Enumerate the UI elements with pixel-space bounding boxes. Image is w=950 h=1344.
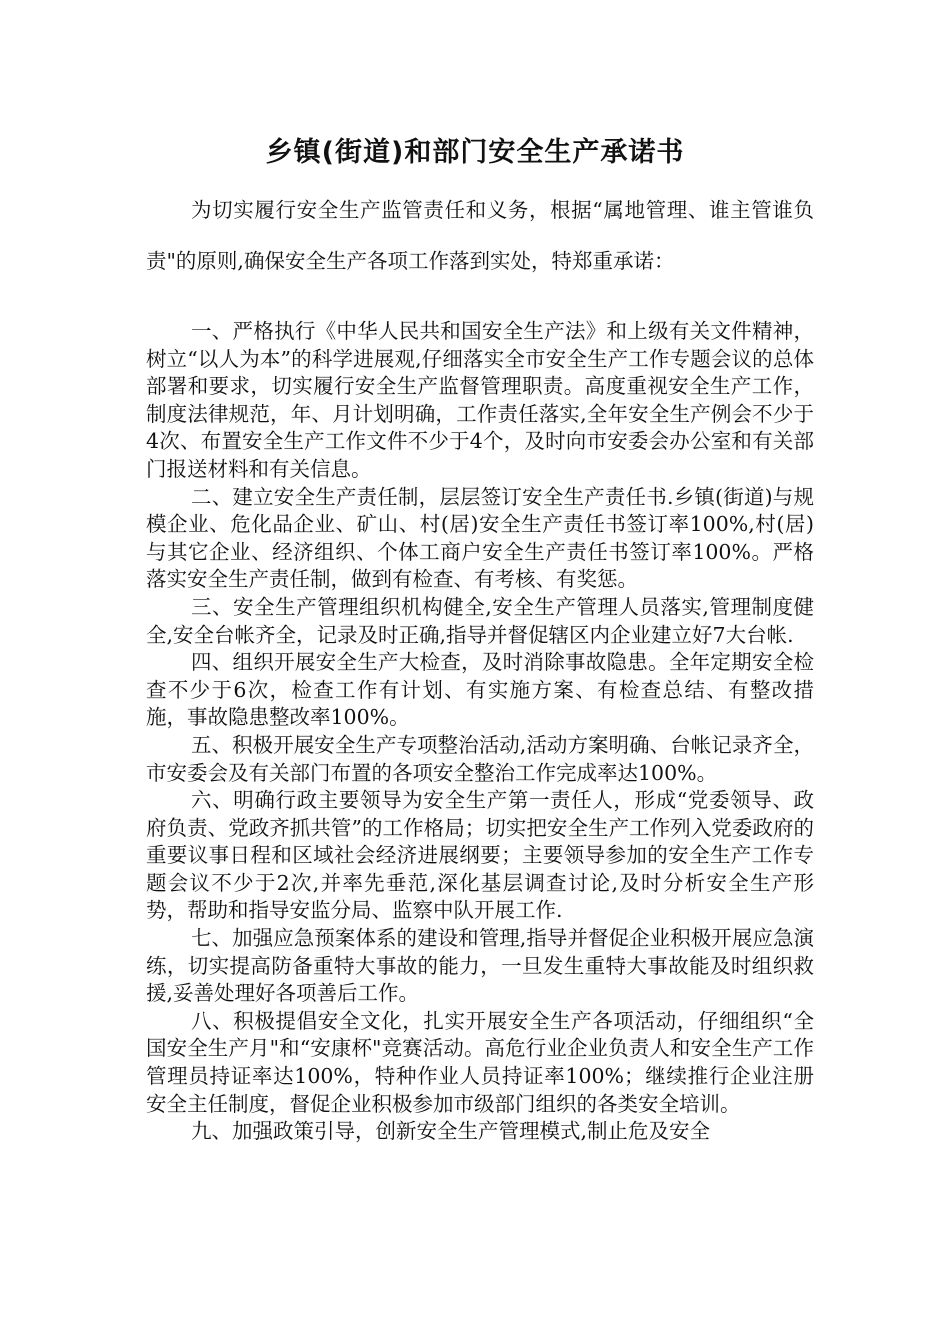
clause-8: 八、积极提倡安全文化，扎实开展安全生产各项活动，仔细组织“全国安全生产月"和“安康杯"竞赛活动。高危行业企业负责人和安全生产工作管理员持证率达100%，特种作业人员持证率100%；继续推行企业注册安全主任制度，督促企业积极参加市级部门组织的各类安全培训。 — [146, 1008, 814, 1116]
document-title: 乡镇(街道)和部门安全生产承诺书 — [265, 137, 685, 168]
clause-9: 九、加强政策引导，创新安全生产管理模式,制止危及安全 — [191, 1119, 711, 1144]
intro-paragraph: 为切实履行安全生产监管责任和义务，根据“属地管理、谁主管谁负责"的原则,确保安全生产各项工作落到实处，特郑重承诺： — [146, 198, 814, 273]
clause-7: 七、加强应急预案体系的建设和管理,指导并督促企业积极开展应急演练，切实提高防备重特大事故的能力，一旦发生重特大事故能及时组织救援,妥善处理好各项善后工作。 — [146, 926, 814, 1006]
clause-5: 五、积极开展安全生产专项整治活动,活动方案明确、台帐记录齐全，市安委会及有关部门布置的各项安全整治工作完成率达100%。 — [146, 732, 814, 785]
clause-1: 一、严格执行《中华人民共和国安全生产法》和上级有关文件精神，树立“以人为本”的科学进展观,仔细落实全市安全生产工作专题会议的总体部署和要求，切实履行安全生产监督管理职责。高度重视安全生产工作，制度法律规范，年、月计划明确，工作责任落实,全年安全生产例会不少于4次、布置安全生产工作文件不少于4个，及时向市安委会办公室和有关部门报送材料和有关信息。 — [146, 319, 814, 481]
clause-2: 二、建立安全生产责任制，层层签订安全生产责任书.乡镇(街道)与规模企业、危化品企业、矿山、村(居)安全生产责任书签订率100%,村(居)与其它企业、经济组织、个体工商户安全生产责任书签订率100%。严格落实安全生产责任制，做到有检查、有考核、有奖惩。 — [146, 484, 814, 592]
clause-6: 六、明确行政主要领导为安全生产第一责任人，形成“党委领导、政府负责、党政齐抓共管”的工作格局；切实把安全生产工作列入党委政府的重要议事日程和区域社会经济进展纲要；主要领导参加的安全生产工作专题会议不少于2次,并率先垂范,深化基层调查讨论,及时分析安全生产形势，帮助和指导安监分局、监察中队开展工作. — [146, 788, 814, 923]
document-body — [146, 318, 814, 1146]
clause-3: 三、安全生产管理组织机构健全,安全生产管理人员落实,管理制度健全,安全台帐齐全，记录及时正确,指导并督促辖区内企业建立好7大台帐. — [146, 594, 814, 647]
clause-4: 四、组织开展安全生产大检查，及时消除事故隐患。全年定期安全检查不少于6次，检查工作有计划、有实施方案、有检查总结、有整改措施，事故隐患整改率100%。 — [146, 650, 814, 730]
